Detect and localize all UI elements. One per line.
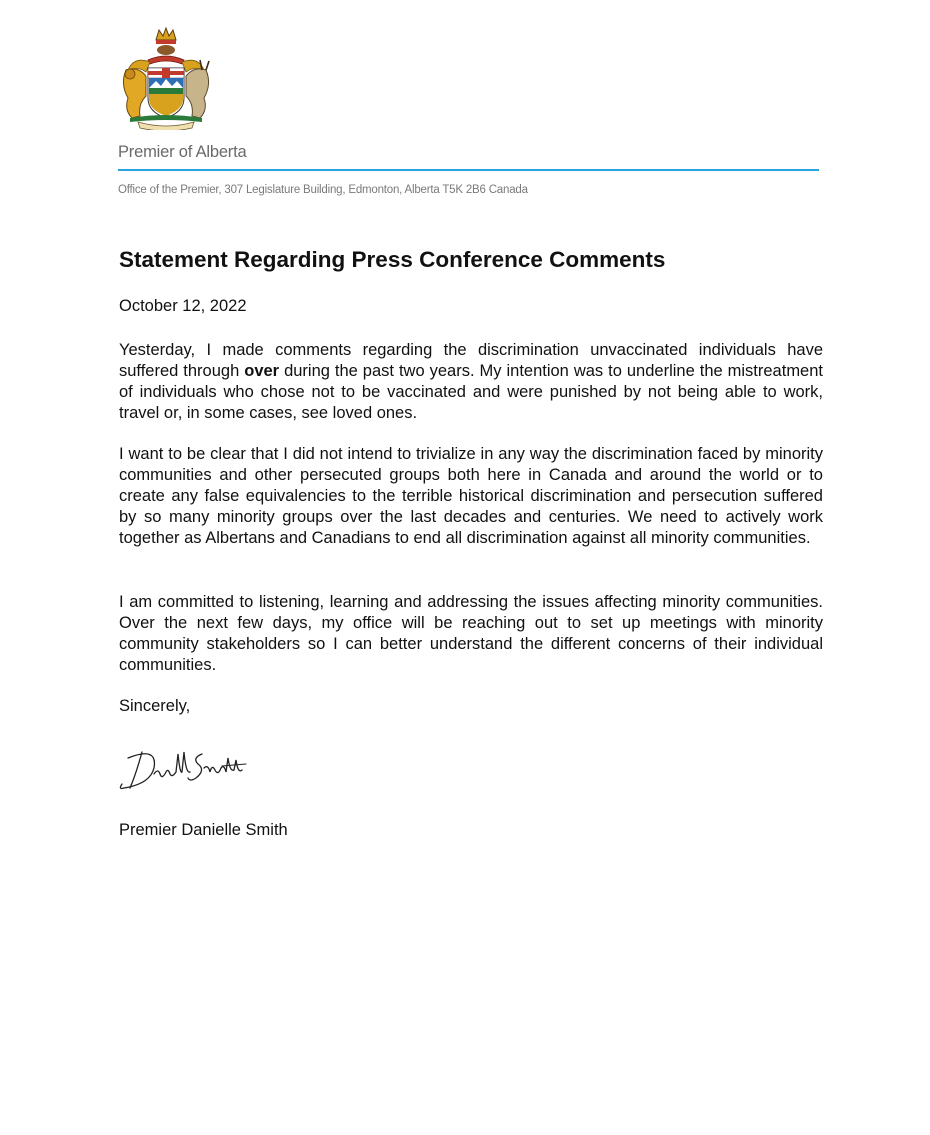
statement-paragraph-3: I am committed to listening, learning and addressing the issues affecting minority communities. Over the next few days, my office will be reaching out to set up meetings with minority community stakeholders so I can better understand the different concerns of their individual communities.: [119, 593, 823, 674]
letterhead-divider: [118, 169, 819, 171]
letterhead-office-name: Premier of Alberta: [118, 143, 247, 161]
statement-title: Statement Regarding Press Conference Comments: [119, 247, 666, 272]
statement-paragraph-1: [119, 340, 823, 424]
paragraph-1-text-end: during the past two years. My intention was to underline the mistreatment of individuals who chose not to be vaccinated and were punished by not being able to work, travel or, in some cases, see loved ones.: [119, 362, 823, 422]
handwritten-signature-icon: [118, 744, 248, 796]
statement-paragraph-2: I want to be clear that I did not intend to trivialize in any way the discrimination faced by minority communities and other persecuted groups both here in Canada and around the world or to create any false equivalencies to the terrible historical discrimination and persecution suffered by so many minority groups over the last decades and centuries. We need to actively work together as Albertans and Canadians to end all discrimination against all minority communities.: [119, 445, 823, 547]
closing-salutation: Sincerely,: [119, 697, 191, 715]
paragraph-1-bold-word: over: [244, 362, 280, 380]
signer-name: Premier Danielle Smith: [119, 821, 288, 839]
statement-date: October 12, 2022: [119, 297, 247, 315]
letterhead-address: Office of the Premier, 307 Legislature Building, Edmonton, Alberta T5K 2B6 Canada: [118, 184, 528, 196]
alberta-coat-of-arms-icon: [116, 26, 216, 130]
paragraph-1-text-start: Yesterday, I made comments regarding the discrimination unvaccinated individuals have suffered through: [119, 341, 823, 380]
